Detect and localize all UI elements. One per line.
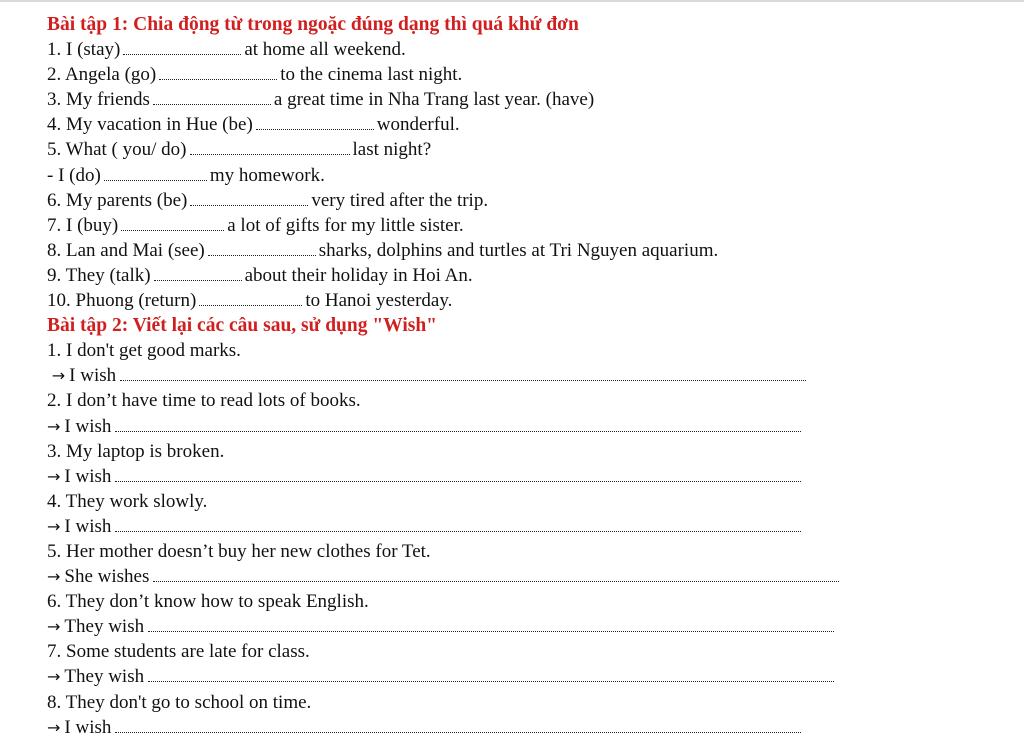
answer-blank[interactable] — [159, 65, 277, 80]
ex1-item-prompt: - I (do) — [47, 164, 101, 186]
answer-line[interactable] — [115, 467, 801, 482]
answer-line[interactable] — [115, 718, 801, 733]
arrow-right-icon: → — [47, 516, 61, 536]
worksheet — [47, 12, 1007, 740]
ex1-item-4 — [47, 112, 1007, 137]
ex1-item-rest: sharks, dolphins and turtles at Tri Nguyen aquarium. — [318, 239, 719, 261]
arrow-right-icon: → — [47, 617, 61, 637]
ex1-item-10 — [47, 288, 1007, 313]
answer-starter: I wish — [69, 365, 117, 387]
ex1-item-rest: my homework. — [209, 164, 325, 186]
arrow-right-icon: → — [47, 717, 61, 737]
top-border — [0, 0, 1024, 2]
ex2-item-6-prompt: 6. They don’t know how to speak English. — [47, 591, 369, 613]
arrow-right-icon: → — [47, 567, 61, 587]
ex2-item-7-answer — [47, 664, 1007, 689]
answer-line[interactable] — [120, 366, 806, 381]
ex1-item-prompt: 8. Lan and Mai (see) — [47, 239, 205, 261]
ex1-item-rest: very tired after the trip. — [311, 189, 489, 211]
arrow-right-icon: → — [47, 416, 61, 436]
answer-blank[interactable] — [153, 90, 271, 105]
answer-blank[interactable] — [190, 140, 350, 155]
ex2-item-3-answer — [47, 464, 1007, 489]
answer-blank[interactable] — [199, 291, 302, 306]
ex1-item-prompt: 3. My friends — [47, 89, 150, 111]
ex1-item-prompt: 2. Angela (go) — [47, 64, 157, 86]
answer-blank[interactable] — [104, 166, 207, 181]
ex1-item-prompt: 6. My parents (be) — [47, 189, 188, 211]
ex1-item-rest: to Hanoi yesterday. — [305, 290, 453, 312]
ex1-item-rest: at home all weekend. — [244, 39, 406, 61]
answer-blank[interactable] — [256, 115, 374, 130]
ex2-item-1-prompt: 1. I don't get good marks. — [47, 340, 241, 362]
ex1-item-9 — [47, 263, 1007, 288]
answer-line[interactable] — [115, 517, 801, 532]
answer-starter: I wish — [64, 515, 112, 537]
ex1-item-prompt: 9. They (talk) — [47, 264, 151, 286]
answer-line[interactable] — [115, 417, 801, 432]
ex2-item-2-prompt: 2. I don’t have time to read lots of books. — [47, 390, 361, 412]
ex1-item-3 — [47, 87, 1007, 112]
ex2-item-2-answer — [47, 414, 1007, 439]
ex1-item-1 — [47, 37, 1007, 62]
answer-starter: I wish — [64, 716, 112, 738]
ex1-item-prompt: 10. Phuong (return) — [47, 290, 197, 312]
ex1-item-5 — [47, 137, 1007, 162]
exercise-2-title: Bài tập 2: Viết lại các câu sau, sử dụng "Wish" — [47, 315, 438, 337]
answer-blank[interactable] — [208, 241, 316, 256]
answer-blank[interactable] — [154, 266, 242, 281]
ex2-item-4-prompt: 4. They work slowly. — [47, 490, 208, 512]
ex1-item-prompt: 5. What ( you/ do) — [47, 139, 187, 161]
answer-blank[interactable] — [123, 40, 241, 55]
ex1-item-rest: a great time in Nha Trang last year. (have) — [273, 89, 595, 111]
ex1-item-rest: wonderful. — [376, 114, 460, 136]
ex2-item-5-answer — [47, 564, 1007, 589]
ex1-item-2 — [47, 62, 1007, 87]
arrow-right-icon: → — [47, 667, 61, 687]
answer-starter: I wish — [64, 465, 112, 487]
answer-line[interactable] — [148, 617, 834, 632]
ex1-item-prompt: 1. I (stay) — [47, 39, 121, 61]
ex1-item-rest: a lot of gifts for my little sister. — [227, 214, 464, 236]
ex1-item-6 — [47, 188, 1007, 213]
ex1-item-8 — [47, 238, 1007, 263]
answer-starter: They wish — [64, 616, 145, 638]
answer-blank[interactable] — [121, 216, 224, 231]
ex1-item-prompt: 4. My vacation in Hue (be) — [47, 114, 253, 136]
ex2-item-1-answer — [47, 363, 1007, 388]
ex1-item-7 — [47, 213, 1007, 238]
ex2-item-7-prompt: 7. Some students are late for class. — [47, 641, 310, 663]
ex2-item-3-prompt: 3. My laptop is broken. — [47, 440, 225, 462]
ex2-item-4-answer — [47, 514, 1007, 539]
answer-starter: She wishes — [64, 566, 150, 588]
arrow-right-icon: → — [51, 366, 66, 386]
arrow-right-icon: → — [47, 466, 61, 486]
answer-starter: I wish — [64, 415, 112, 437]
ex2-item-6-answer — [47, 614, 1007, 639]
answer-line[interactable] — [148, 667, 834, 682]
ex1-item-prompt: 7. I (buy) — [47, 214, 119, 236]
answer-blank[interactable] — [190, 191, 308, 206]
ex1-item-rest: to the cinema last night. — [280, 64, 463, 86]
answer-starter: They wish — [64, 666, 145, 688]
exercise-1-title: Bài tập 1: Chia động từ trong ngoặc đúng dạng thì quá khứ đơn — [47, 14, 579, 35]
answer-line[interactable] — [153, 567, 839, 582]
ex1-item-5b — [47, 163, 1007, 188]
ex1-item-rest: about their holiday in Hoi An. — [244, 264, 473, 286]
ex2-item-8-prompt: 8. They don't go to school on time. — [47, 691, 312, 713]
ex1-item-rest: last night? — [352, 139, 432, 161]
ex2-item-8-answer — [47, 715, 1007, 740]
ex2-item-5-prompt: 5. Her mother doesn’t buy her new clothes for Tet. — [47, 540, 431, 562]
